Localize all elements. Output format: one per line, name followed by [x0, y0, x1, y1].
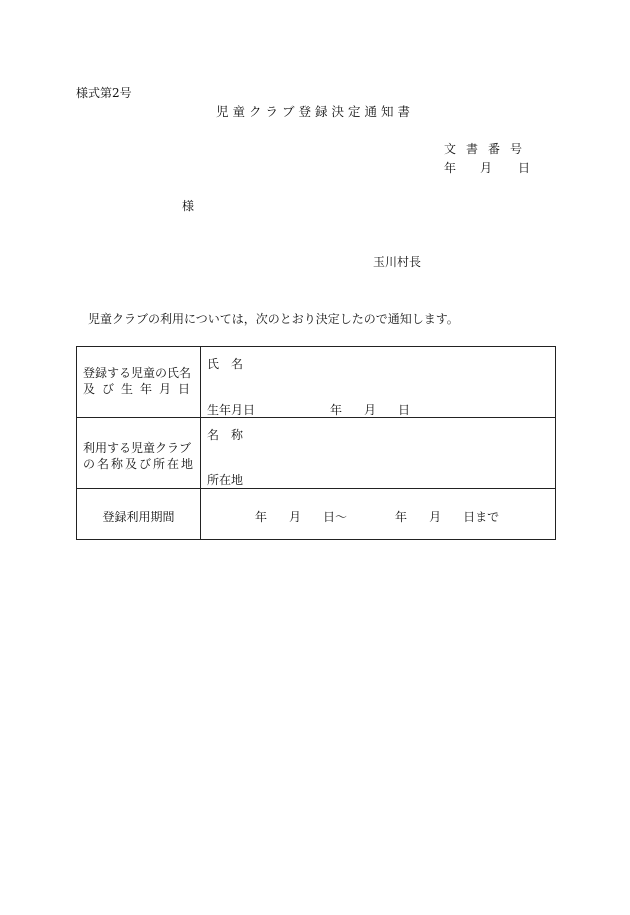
end-month-label: 月 [429, 510, 442, 524]
issue-day-label: 日 [518, 161, 531, 175]
issuer-name: 玉川村長 [373, 255, 422, 269]
document-number-label: 文書番号 [444, 142, 533, 156]
table-row [77, 347, 556, 418]
document-title: 児童クラブ登録決定通知書 [215, 104, 414, 119]
period-label-cell [77, 489, 201, 540]
child-name-label: 氏 名 [207, 357, 244, 371]
child-label-cell [77, 347, 201, 418]
end-day-label: 日まで [463, 510, 500, 524]
end-year-label: 年 [395, 510, 408, 524]
club-name-label: 名 称 [207, 428, 244, 442]
birth-month-label: 月 [364, 403, 377, 417]
start-month-label: 月 [289, 510, 302, 524]
issue-month-label: 月 [480, 161, 493, 175]
child-label-line2: 及び生年月日 [83, 382, 198, 396]
birthdate-label: 生年月日 [207, 403, 256, 417]
start-day-label: 日～ [323, 510, 348, 524]
addressee-suffix: 様 [182, 199, 195, 213]
club-location-label: 所在地 [207, 473, 244, 487]
issue-year-label: 年 [444, 161, 457, 175]
table-row [77, 489, 556, 540]
period-range [255, 508, 499, 525]
club-label-line2: の名称及び所在地 [83, 457, 196, 471]
birth-year-label: 年 [330, 403, 343, 417]
notice-body-text: 児童クラブの利用については，次のとおり決定したので通知します。 [88, 312, 459, 326]
birth-day-label: 日 [398, 403, 411, 417]
birthdate-row [207, 401, 410, 418]
club-label-cell [77, 418, 201, 489]
child-label-line1: 登録する児童の氏名 [83, 366, 192, 380]
club-label-line1: 利用する児童クラブ [83, 441, 192, 455]
start-year-label: 年 [255, 510, 268, 524]
table-row [77, 418, 556, 489]
club-info-cell [201, 418, 556, 489]
period-value-cell [201, 489, 556, 540]
period-label: 登録利用期間 [102, 510, 175, 524]
form-number: 様式第2号 [76, 86, 132, 100]
registration-table [76, 346, 556, 540]
issue-date [444, 162, 530, 174]
child-info-cell [201, 347, 556, 418]
